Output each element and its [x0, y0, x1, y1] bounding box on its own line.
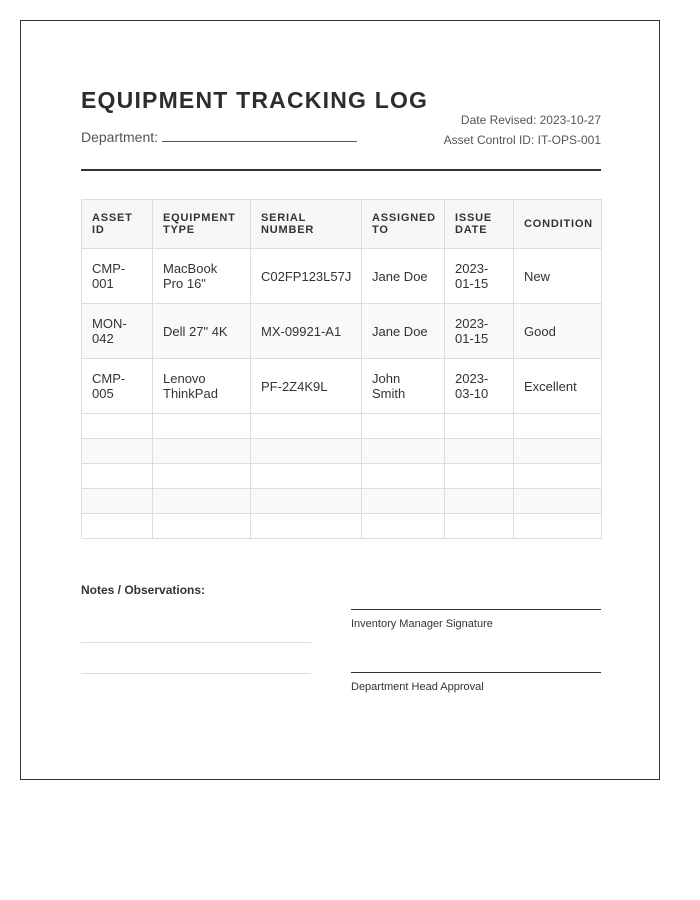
- cell-asset-id: CMP-005: [82, 359, 153, 414]
- cell-condition: New: [514, 249, 602, 304]
- column-header-issue-date: ISSUE DATE: [445, 200, 514, 249]
- department-field: [81, 127, 357, 145]
- empty-cell[interactable]: [514, 489, 602, 514]
- cell-assigned-to: Jane Doe: [362, 249, 445, 304]
- cell-equipment-type: Lenovo ThinkPad: [153, 359, 251, 414]
- cell-serial-number: PF-2Z4K9L: [251, 359, 362, 414]
- empty-cell[interactable]: [362, 489, 445, 514]
- table-row: [82, 359, 602, 414]
- cell-assigned-to: John Smith: [362, 359, 445, 414]
- empty-cell[interactable]: [362, 514, 445, 539]
- table-header-row: [82, 200, 602, 249]
- empty-cell[interactable]: [82, 414, 153, 439]
- empty-cell[interactable]: [514, 414, 602, 439]
- column-header-condition: CONDITION: [514, 200, 602, 249]
- equipment-table: [81, 199, 602, 539]
- column-header-asset-id: ASSET ID: [82, 200, 153, 249]
- empty-cell[interactable]: [514, 439, 602, 464]
- cell-issue-date: 2023-01-15: [445, 249, 514, 304]
- column-header-assigned-to: ASSIGNED TO: [362, 200, 445, 249]
- document-meta: [444, 110, 601, 150]
- department-head-approval-label: Department Head Approval: [351, 681, 484, 693]
- empty-cell[interactable]: [251, 514, 362, 539]
- empty-cell[interactable]: [153, 514, 251, 539]
- empty-cell[interactable]: [362, 439, 445, 464]
- table-row: [82, 304, 602, 359]
- notes-line[interactable]: [81, 673, 311, 674]
- cell-serial-number: C02FP123L57J: [251, 249, 362, 304]
- empty-cell[interactable]: [251, 489, 362, 514]
- notes-label: Notes / Observations:: [81, 583, 206, 597]
- column-header-equipment-type: EQUIPMENT TYPE: [153, 200, 251, 249]
- page-title: EQUIPMENT TRACKING LOG: [81, 87, 429, 113]
- empty-cell[interactable]: [445, 414, 514, 439]
- cell-condition: Excellent: [514, 359, 602, 414]
- table-row: [82, 249, 602, 304]
- cell-condition: Good: [514, 304, 602, 359]
- cell-asset-id: MON-042: [82, 304, 153, 359]
- cell-serial-number: MX-09921-A1: [251, 304, 362, 359]
- empty-table-row: [82, 439, 602, 464]
- empty-cell[interactable]: [514, 514, 602, 539]
- empty-cell[interactable]: [362, 414, 445, 439]
- department-label: Department:: [81, 129, 159, 145]
- cell-equipment-type: Dell 27" 4K: [153, 304, 251, 359]
- empty-cell[interactable]: [82, 514, 153, 539]
- document-page: [20, 20, 660, 780]
- empty-cell[interactable]: [82, 464, 153, 489]
- empty-table-row: [82, 414, 602, 439]
- empty-table-row: [82, 514, 602, 539]
- inventory-manager-signature-line[interactable]: [351, 609, 601, 630]
- empty-table-row: [82, 489, 602, 514]
- cell-asset-id: CMP-001: [82, 249, 153, 304]
- empty-cell[interactable]: [153, 464, 251, 489]
- department-head-approval-line[interactable]: [351, 672, 601, 693]
- empty-cell[interactable]: [153, 439, 251, 464]
- inventory-manager-signature-label: Inventory Manager Signature: [351, 618, 493, 630]
- notes-line[interactable]: [81, 642, 311, 643]
- asset-control-id: Asset Control ID: IT-OPS-001: [443, 133, 601, 147]
- empty-cell[interactable]: [445, 464, 514, 489]
- empty-cell[interactable]: [251, 439, 362, 464]
- empty-cell[interactable]: [153, 489, 251, 514]
- empty-cell[interactable]: [362, 464, 445, 489]
- empty-cell[interactable]: [82, 489, 153, 514]
- cell-equipment-type: MacBook Pro 16": [153, 249, 251, 304]
- empty-cell[interactable]: [445, 489, 514, 514]
- empty-cell[interactable]: [153, 414, 251, 439]
- empty-cell[interactable]: [445, 514, 514, 539]
- empty-cell[interactable]: [445, 439, 514, 464]
- empty-table-row: [82, 464, 602, 489]
- cell-issue-date: 2023-01-15: [445, 304, 514, 359]
- document-header: [81, 87, 601, 171]
- empty-cell[interactable]: [514, 464, 602, 489]
- column-header-serial-number: SERIAL NUMBER: [251, 200, 362, 249]
- department-blank-line: [162, 127, 357, 142]
- cell-assigned-to: Jane Doe: [362, 304, 445, 359]
- empty-cell[interactable]: [251, 414, 362, 439]
- cell-issue-date: 2023-03-10: [445, 359, 514, 414]
- empty-cell[interactable]: [251, 464, 362, 489]
- date-revised: Date Revised: 2023-10-27: [460, 113, 601, 127]
- empty-cell[interactable]: [82, 439, 153, 464]
